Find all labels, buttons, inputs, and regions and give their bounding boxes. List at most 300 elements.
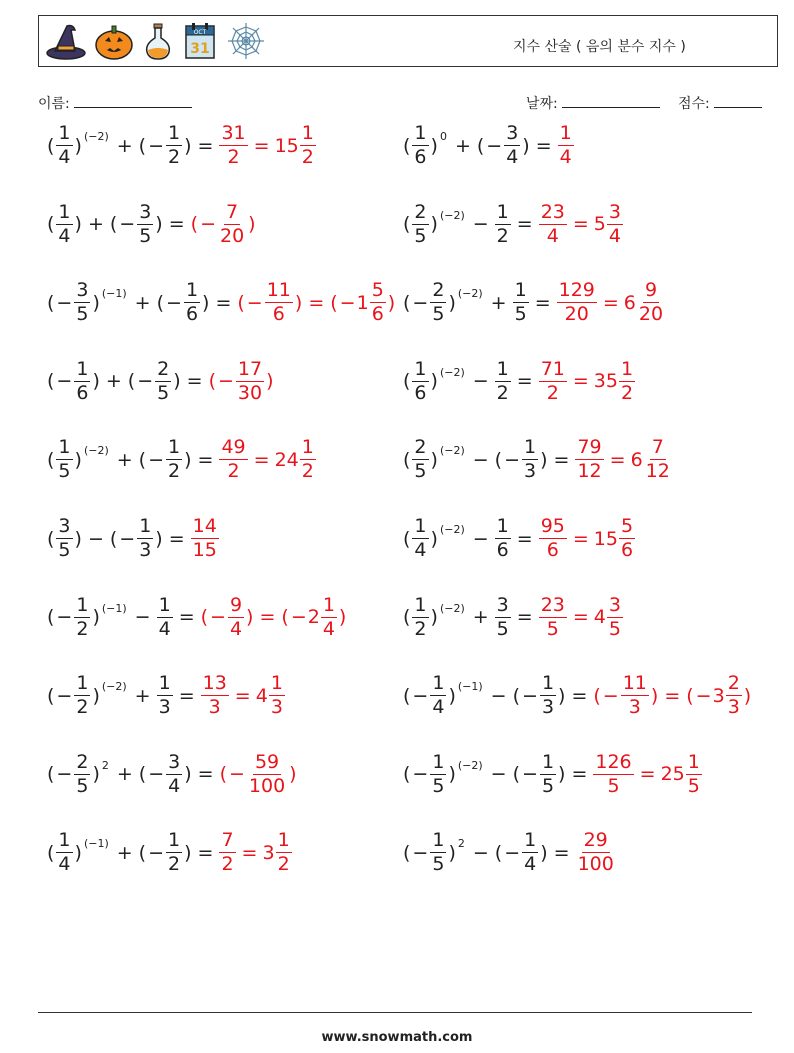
fraction — [430, 281, 446, 324]
parenthesis: ) — [540, 448, 548, 471]
fraction — [74, 674, 90, 717]
symbol: ( — [237, 291, 245, 314]
answer — [538, 200, 624, 247]
denominator: 3 — [208, 696, 221, 719]
parenthesis: ) — [522, 134, 530, 157]
answer — [575, 831, 617, 874]
numerator: 3 — [496, 593, 509, 616]
operator: − — [472, 213, 489, 236]
fraction — [56, 200, 72, 247]
fraction — [504, 124, 520, 167]
whole-part: 6 — [623, 291, 636, 314]
denominator: 3 — [524, 460, 537, 483]
fraction — [137, 200, 153, 247]
denominator: 3 — [628, 696, 641, 719]
fraction — [166, 124, 182, 167]
fraction — [412, 517, 428, 560]
denominator: 5 — [514, 303, 527, 326]
symbol: − — [246, 291, 263, 314]
fraction — [166, 831, 182, 874]
denominator: 2 — [301, 460, 314, 483]
numerator: 1 — [58, 200, 71, 223]
parenthesis: ( — [109, 527, 118, 550]
symbol: ) — [338, 606, 347, 629]
parenthesis: ) — [448, 684, 456, 707]
fraction — [557, 281, 597, 324]
parenthesis: ) — [74, 841, 82, 864]
numerator: 11 — [622, 672, 647, 695]
parenthesis: ) — [155, 527, 163, 550]
exponent: (−2) — [101, 680, 127, 694]
icon-strip — [45, 20, 267, 62]
denominator: 2 — [168, 146, 181, 168]
denominator: 4 — [559, 146, 572, 168]
numerator: 7 — [221, 829, 234, 852]
numerator: 2 — [727, 672, 740, 695]
operator: = — [308, 291, 325, 314]
symbol: − — [56, 606, 73, 629]
fraction — [430, 674, 446, 717]
problem — [46, 831, 293, 874]
whole-part: 15 — [593, 527, 618, 550]
date-label: 날짜: — [526, 96, 558, 112]
problem — [46, 281, 396, 324]
fraction — [495, 357, 511, 404]
symbol: − — [412, 291, 429, 314]
parenthesis: ( — [47, 684, 55, 707]
whole-part: 15 — [274, 134, 299, 157]
exponent: (−2) — [439, 365, 465, 379]
fraction — [412, 200, 428, 247]
operator: + — [116, 841, 133, 864]
parenthesis: ( — [47, 291, 55, 314]
name-field — [38, 93, 192, 113]
date-blank — [562, 93, 660, 108]
numerator: 1 — [514, 279, 527, 302]
operator: + — [454, 134, 471, 157]
parenthesis: ) — [184, 448, 192, 471]
problem — [46, 674, 286, 717]
answer — [208, 357, 275, 404]
parenthesis: ( — [138, 841, 147, 864]
fraction — [74, 357, 90, 404]
problem — [46, 357, 275, 404]
fraction — [247, 750, 287, 797]
fraction — [540, 674, 556, 717]
numerator: 11 — [266, 279, 291, 302]
problem — [46, 593, 347, 640]
answer — [218, 438, 316, 481]
denominator: 5 — [76, 774, 89, 797]
denominator: 5 — [546, 617, 559, 640]
exponent: (−1) — [101, 287, 127, 301]
fraction — [522, 438, 538, 481]
numerator: 1 — [322, 593, 335, 616]
fraction — [412, 593, 428, 640]
denominator: 4 — [506, 146, 519, 168]
parenthesis: ( — [403, 841, 411, 864]
denominator: 3 — [727, 696, 740, 719]
exponent: (−2) — [83, 444, 109, 458]
symbol: ( — [200, 606, 209, 629]
fraction — [495, 517, 511, 560]
parenthesis: ) — [202, 291, 210, 314]
operator: + — [105, 370, 122, 393]
parenthesis: ( — [476, 134, 485, 157]
symbol: − — [119, 213, 136, 236]
numerator: 71 — [540, 357, 565, 380]
problem — [402, 750, 703, 797]
parenthesis: ( — [47, 763, 55, 786]
problem — [402, 593, 624, 640]
parenthesis: ( — [403, 448, 411, 471]
fraction — [593, 750, 633, 797]
numerator: 79 — [577, 436, 602, 459]
numerator: 14 — [192, 515, 217, 537]
symbol: − — [166, 291, 182, 314]
denominator: 5 — [607, 774, 620, 797]
parenthesis: ( — [109, 213, 118, 236]
footer-divider — [38, 1012, 752, 1013]
operator: = — [197, 763, 214, 786]
operator: + — [87, 213, 104, 236]
operator: = — [572, 606, 589, 629]
problem — [46, 200, 257, 247]
date-field — [526, 93, 660, 113]
denominator: 6 — [414, 146, 427, 168]
symbol: − — [217, 370, 234, 393]
numerator: 1 — [496, 515, 509, 537]
numerator: 7 — [226, 200, 239, 223]
calendar-icon — [181, 20, 219, 62]
symbol: ) — [294, 291, 303, 314]
answer — [574, 438, 672, 481]
problem — [402, 438, 673, 481]
numerator: 1 — [139, 515, 152, 537]
parenthesis: ) — [74, 448, 82, 471]
numerator: 1 — [168, 122, 181, 144]
denominator: 4 — [546, 224, 559, 247]
calendar-day: 31 — [190, 41, 210, 57]
symbol: − — [522, 763, 538, 786]
denominator: 2 — [168, 853, 181, 876]
numerator: 23 — [540, 593, 565, 616]
parenthesis: ) — [448, 291, 456, 314]
numerator: 7 — [651, 436, 664, 459]
symbol: ( — [281, 606, 289, 629]
operator: = — [197, 448, 214, 471]
operator: + — [116, 448, 133, 471]
parenthesis: ) — [74, 527, 82, 550]
operator: − — [490, 763, 507, 786]
symbol: − — [119, 527, 136, 550]
symbol: ( — [190, 213, 199, 236]
whole-part: 1 — [356, 291, 369, 314]
numerator: 3 — [506, 122, 519, 144]
parenthesis: ( — [403, 527, 411, 550]
operator: = — [664, 684, 681, 707]
mixed-number — [631, 438, 673, 481]
denominator: 4 — [432, 696, 445, 719]
mixed-number — [593, 593, 624, 640]
fraction — [495, 593, 511, 640]
denominator: 3 — [139, 539, 152, 561]
answer — [538, 517, 636, 560]
numerator: 95 — [540, 515, 565, 537]
denominator: 4 — [414, 539, 427, 561]
symbol: − — [56, 763, 73, 786]
numerator: 49 — [221, 436, 246, 459]
answer — [219, 750, 298, 797]
numerator: 1 — [687, 750, 700, 773]
fraction — [300, 438, 316, 481]
whole-part: 2 — [307, 606, 320, 629]
fraction — [539, 200, 567, 247]
parenthesis: ( — [403, 134, 411, 157]
operator: = — [516, 606, 533, 629]
numerator: 129 — [558, 279, 595, 302]
fraction — [236, 357, 264, 404]
exponent: 2 — [457, 837, 465, 851]
mixed-number — [593, 200, 624, 247]
mixed-number — [593, 357, 636, 404]
fraction — [370, 281, 386, 324]
denominator: 4 — [608, 224, 621, 247]
fraction — [56, 438, 72, 481]
denominator: 6 — [620, 539, 634, 561]
parenthesis: ) — [74, 213, 82, 236]
symbol: − — [504, 841, 521, 864]
parenthesis: ( — [403, 213, 411, 236]
fraction — [166, 750, 182, 797]
problem — [46, 438, 317, 481]
fraction — [155, 357, 171, 404]
denominator: 2 — [620, 381, 634, 404]
denominator: 2 — [496, 224, 509, 247]
symbol: − — [695, 684, 712, 707]
numerator: 1 — [76, 357, 89, 380]
fraction — [558, 124, 574, 167]
operator: = — [516, 527, 533, 550]
score-label: 점수: — [678, 96, 710, 112]
fraction — [576, 831, 616, 874]
fraction — [726, 674, 742, 717]
fraction — [56, 517, 72, 560]
parenthesis: ) — [430, 527, 438, 550]
operator: = — [553, 841, 570, 864]
numerator: 1 — [58, 829, 71, 852]
parenthesis: ) — [184, 763, 192, 786]
numerator: 126 — [595, 750, 632, 773]
operator: − — [472, 841, 489, 864]
fraction — [276, 831, 292, 874]
numerator: 1 — [496, 200, 509, 223]
denominator: 6 — [546, 539, 559, 561]
symbol: ( — [330, 291, 338, 314]
numerator: 1 — [76, 672, 89, 695]
denominator: 5 — [608, 617, 621, 640]
denominator: 5 — [414, 460, 427, 483]
fraction — [540, 750, 556, 797]
parenthesis: ) — [430, 370, 438, 393]
problem — [46, 517, 220, 560]
numerator: 1 — [301, 436, 314, 459]
denominator: 5 — [58, 460, 71, 483]
operator: − — [472, 527, 489, 550]
denominator: 4 — [168, 774, 181, 797]
numerator: 31 — [221, 122, 246, 144]
whole-part: 3 — [262, 841, 275, 864]
symbol: − — [148, 841, 165, 864]
operator: = — [553, 448, 570, 471]
operator: = — [534, 291, 551, 314]
numerator: 1 — [432, 750, 445, 773]
exponent: (−2) — [457, 758, 483, 772]
parenthesis: ( — [403, 684, 411, 707]
problem — [402, 357, 636, 404]
denominator: 5 — [76, 303, 89, 326]
pumpkin-icon — [93, 20, 135, 62]
parenthesis: ) — [92, 763, 100, 786]
mixed-number — [357, 281, 387, 324]
symbol: − — [486, 134, 503, 157]
denominator: 5 — [541, 774, 555, 797]
problem — [402, 517, 636, 560]
problem — [402, 281, 666, 324]
operator: = — [572, 370, 589, 393]
numerator: 1 — [414, 357, 427, 380]
denominator: 6 — [272, 303, 285, 326]
parenthesis: ( — [47, 606, 55, 629]
parenthesis: ) — [430, 213, 438, 236]
operator: = — [178, 606, 195, 629]
answer — [592, 750, 702, 797]
denominator: 3 — [270, 696, 283, 719]
operator: − — [87, 527, 104, 550]
parenthesis: ) — [74, 134, 82, 157]
fraction — [228, 593, 244, 640]
parenthesis: ( — [403, 763, 411, 786]
answer — [190, 200, 257, 247]
mixed-number — [256, 674, 286, 717]
numerator: 1 — [432, 672, 445, 695]
numerator: 1 — [270, 672, 283, 695]
fraction — [201, 674, 229, 717]
numerator: 13 — [202, 672, 227, 695]
parenthesis: ( — [47, 527, 55, 550]
denominator: 4 — [229, 617, 243, 640]
worksheet-title: 지수 산술 ( 음의 분수 지수 ) — [513, 39, 686, 55]
denominator: 20 — [219, 224, 245, 247]
fraction — [219, 831, 235, 874]
exponent: (−2) — [439, 523, 465, 536]
operator: = — [571, 763, 588, 786]
denominator: 6 — [371, 303, 384, 326]
denominator: 2 — [76, 617, 89, 640]
exponent: (−1) — [457, 680, 483, 694]
answer — [592, 674, 752, 717]
mixed-number — [275, 438, 317, 481]
mixed-number — [624, 281, 666, 324]
parenthesis: ) — [448, 841, 456, 864]
numerator: 1 — [185, 279, 199, 302]
numerator: 9 — [644, 279, 658, 302]
symbol: − — [137, 370, 154, 393]
exponent: (−1) — [83, 837, 109, 851]
whole-part: 4 — [593, 606, 606, 629]
numerator: 1 — [541, 672, 555, 695]
parenthesis: ) — [92, 291, 100, 314]
whole-part: 24 — [274, 448, 299, 471]
fraction — [637, 281, 665, 324]
operator: = — [259, 606, 276, 629]
answer — [556, 281, 666, 324]
numerator: 1 — [58, 436, 71, 459]
fraction — [575, 438, 603, 481]
exponent: (−2) — [457, 287, 483, 301]
score-field — [678, 93, 762, 113]
denominator: 12 — [645, 460, 670, 483]
problem — [46, 750, 298, 797]
answer — [218, 831, 292, 874]
numerator: 1 — [58, 122, 71, 144]
parenthesis: ( — [47, 134, 55, 157]
symbol: ( — [593, 684, 601, 707]
operator: = — [253, 448, 270, 471]
numerator: 1 — [524, 436, 537, 459]
symbol: − — [504, 448, 521, 471]
answer — [190, 517, 220, 560]
numerator: 2 — [76, 750, 89, 773]
operator: + — [134, 291, 151, 314]
fraction — [539, 517, 567, 560]
symbol: − — [210, 606, 226, 629]
fraction — [430, 831, 446, 874]
mixed-number — [713, 674, 743, 717]
answer — [218, 124, 316, 167]
symbol: ) — [650, 684, 659, 707]
parenthesis: ( — [47, 841, 55, 864]
parenthesis: ) — [540, 841, 548, 864]
fraction — [686, 750, 702, 797]
numerator: 1 — [76, 593, 89, 616]
denominator: 6 — [76, 381, 89, 404]
denominator: 15 — [192, 539, 217, 561]
operator: = — [609, 448, 626, 471]
denominator: 3 — [541, 696, 555, 719]
symbol: ) — [289, 763, 297, 786]
numerator: 1 — [158, 593, 171, 616]
operator: = — [241, 841, 258, 864]
numerator: 59 — [254, 750, 280, 773]
numerator: 2 — [414, 436, 427, 459]
fraction — [56, 124, 72, 167]
numerator: 1 — [168, 829, 181, 852]
fraction — [607, 200, 623, 247]
symbol: − — [148, 763, 165, 786]
numerator: 1 — [620, 357, 634, 380]
parenthesis: ) — [184, 841, 192, 864]
name-label: 이름: — [38, 96, 70, 112]
symbol: ) — [387, 291, 396, 314]
fraction — [412, 124, 428, 167]
denominator: 2 — [168, 460, 181, 483]
numerator: 1 — [414, 515, 427, 537]
fraction — [495, 200, 511, 247]
problem — [402, 674, 752, 717]
footer-url: www.snowmath.com — [321, 1030, 473, 1045]
denominator: 5 — [496, 617, 509, 640]
